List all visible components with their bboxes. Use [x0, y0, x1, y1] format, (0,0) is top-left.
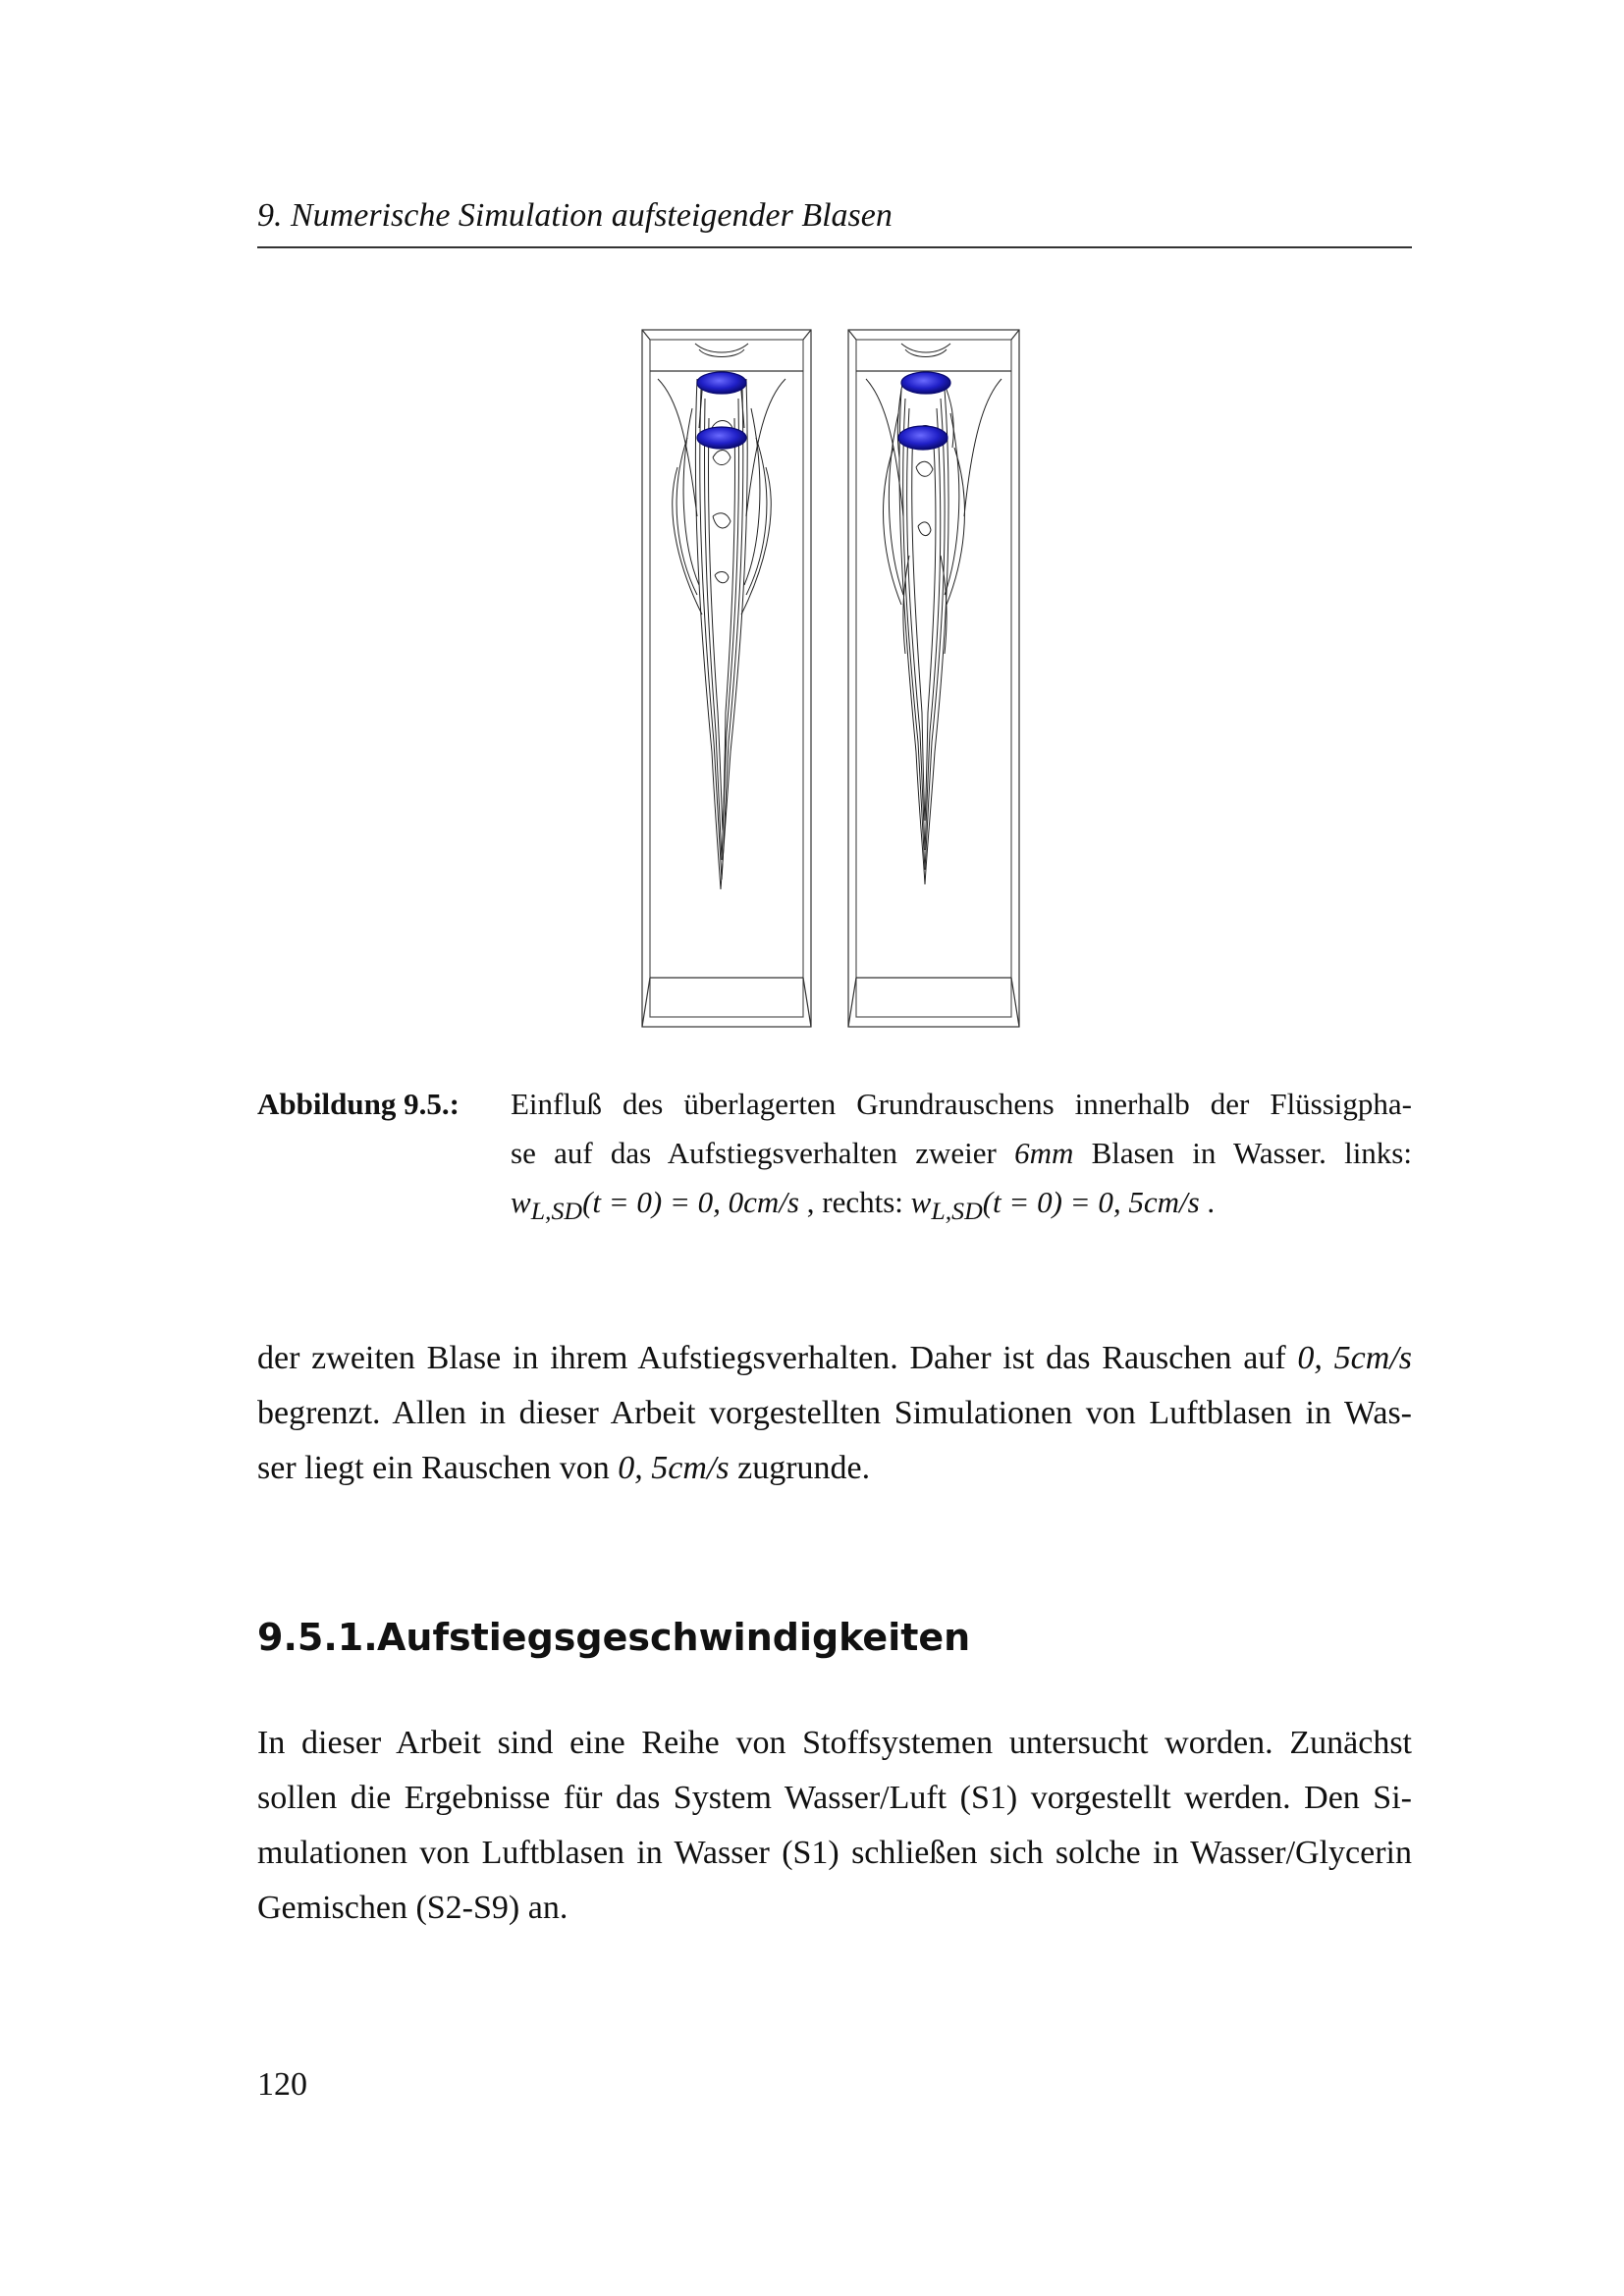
paragraph-line: Gemischen (S2-S9) an. — [257, 1890, 568, 1926]
bubble-upper-right — [901, 372, 950, 394]
figure-bubble-simulation — [638, 320, 1031, 1033]
paragraph-line: der zweiten Blase in ihrem Aufstiegsverhalten. Daher ist das Rauschen auf 0, 5cm/s — [257, 1340, 1412, 1376]
header-rule — [257, 246, 1412, 248]
paragraph-line: ser liegt ein Rauschen von 0, 5cm/s zugrunde. — [257, 1450, 871, 1486]
paragraph-noise — [257, 1331, 1412, 1496]
section-title: Aufstiegsgeschwindigkeiten — [377, 1616, 971, 1659]
panel-left — [642, 330, 811, 1027]
bubble-lower-right — [898, 426, 947, 450]
bubble-upper-left — [697, 372, 746, 394]
section-number: 9.5.1. — [257, 1616, 378, 1659]
panel-right — [848, 330, 1019, 1027]
paragraph-line: begrenzt. Allen in dieser Arbeit vorgestellten Simulationen von Luftblasen in Was- — [257, 1395, 1412, 1431]
caption-line: $w_{L,SD}(t = 0) = 0$, 0cm/s , rechts: $w_{L,SD}(t = 0) = 0$, 5cm/s . — [511, 1185, 1216, 1226]
paragraph-line: mulationen von Luftblasen in Wasser (S1) schließen sich solche in Wasser/Glycerin — [257, 1835, 1412, 1871]
running-header: 9. Numerische Simulation aufsteigender Blasen — [257, 197, 893, 234]
figure-label: Abbildung 9.5.: — [257, 1087, 460, 1121]
paragraph-line: In dieser Arbeit sind eine Reihe von Stoffsystemen untersucht worden. Zunächst — [257, 1725, 1412, 1761]
page-number: 120 — [257, 2066, 307, 2103]
section-heading — [257, 1610, 1412, 1665]
bubble-lower-left — [697, 427, 746, 449]
simulation-plot — [638, 320, 1031, 1033]
caption-line: se auf das Aufstiegsverhalten zweier 6mm Blasen in Wasser. links: — [511, 1136, 1412, 1170]
paragraph-systems — [257, 1716, 1412, 1936]
paragraph-line: sollen die Ergebnisse für das System Wasser/Luft (S1) vorgestellt werden. Den Si- — [257, 1780, 1412, 1816]
caption-line: Einfluß des überlagerten Grundrauschens innerhalb der Flüssigpha- — [511, 1087, 1412, 1121]
caption-text — [511, 1080, 1412, 1227]
